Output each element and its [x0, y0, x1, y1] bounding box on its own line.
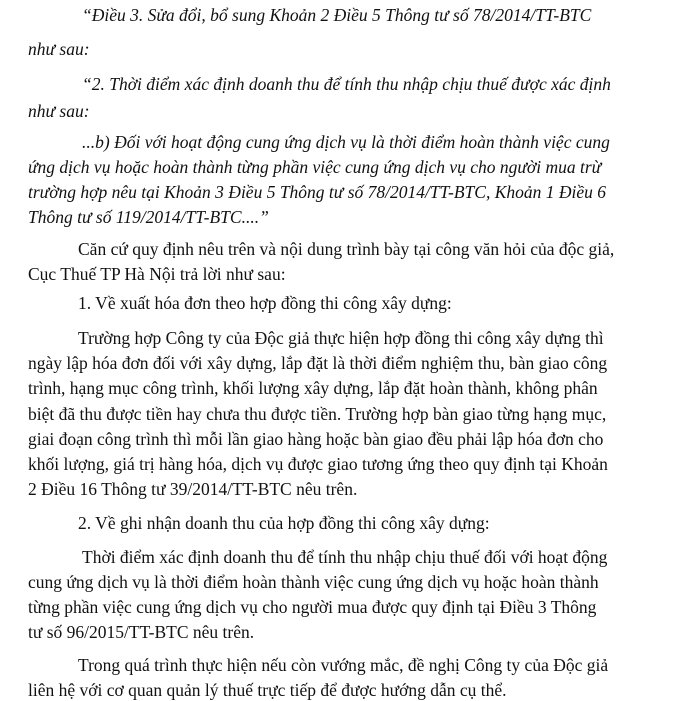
section-2-line-1: Thời điểm xác định doanh thu để tính thu nhập chịu thuế đối với hoạt động: [82, 547, 608, 567]
quote-article3-line-2: như sau:: [28, 39, 90, 59]
section-1-heading: 1. Về xuất hóa đơn theo hợp đồng thi công xây dựng:: [78, 293, 452, 313]
section-1-line-2: ngày lập hóa đơn đối với xây dựng, lắp đặt là thời điểm nghiệm thu, bàn giao công: [28, 353, 608, 373]
basis-paragraph-line-2: Cục Thuế TP Hà Nội trả lời như sau:: [28, 264, 286, 284]
quote-point2-line-1: “2. Thời điểm xác định doanh thu để tính thu nhập chịu thuế được xác định: [82, 74, 611, 94]
section-1-line-7: 2 Điều 16 Thông tư 39/2014/TT-BTC nêu trên.: [28, 479, 358, 499]
section-1-line-4: biệt đã thu được tiền hay chưa thu được tiền. Trường hợp bàn giao từng hạng mục,: [28, 404, 607, 424]
quote-b-line-3: trường hợp nêu tại Khoản 3 Điều 5 Thông tư số 78/2014/TT-BTC, Khoản 1 Điều 6: [28, 182, 607, 202]
section-1-line-1: Trường hợp Công ty của Độc giả thực hiện hợp đồng thi công xây dựng thì: [78, 328, 604, 348]
section-1-line-5: giai đoạn công trình thì mỗi lần giao hàng hoặc bàn giao đều phải lập hóa đơn cho: [28, 429, 604, 449]
section-2-line-2: cung ứng dịch vụ là thời điểm hoàn thành việc cung ứng dịch vụ hoặc hoàn thành: [28, 572, 599, 592]
closing-line-2: liên hệ với cơ quan quản lý thuế trực tiếp để được hướng dẫn cụ thể.: [28, 680, 507, 700]
section-2-line-4: tư số 96/2015/TT-BTC nêu trên.: [28, 622, 255, 642]
quote-article3-line-1: “Điều 3. Sửa đổi, bổ sung Khoản 2 Điều 5 Thông tư số 78/2014/TT-BTC: [82, 5, 592, 25]
quote-point2-line-2: như sau:: [28, 101, 90, 121]
section-2-line-3: từng phần việc cung ứng dịch vụ cho người mua được quy định tại Điều 3 Thông: [28, 597, 597, 617]
quote-b-line-1: ...b) Đối với hoạt động cung ứng dịch vụ là thời điểm hoàn thành việc cung: [82, 132, 610, 152]
section-2-heading: 2. Về ghi nhận doanh thu của hợp đồng thi công xây dựng:: [78, 513, 490, 533]
basis-paragraph-line-1: Căn cứ quy định nêu trên và nội dung trình bày tại công văn hỏi của độc giả,: [78, 239, 615, 259]
section-1-line-6: khối lượng, giá trị hàng hóa, dịch vụ được giao tương ứng theo quy định tại Khoản: [28, 454, 608, 474]
quote-b-line-2: ứng dịch vụ hoặc hoàn thành từng phần việc cung ứng dịch vụ cho người mua trừ: [28, 157, 602, 177]
quote-b-line-4: Thông tư số 119/2014/TT-BTC....”: [28, 207, 269, 227]
closing-line-1: Trong quá trình thực hiện nếu còn vướng mắc, đề nghị Công ty của Độc giả: [78, 655, 609, 675]
section-1-line-3: trình, hạng mục công trình, khối lượng xây dựng, lắp đặt hoàn thành, không phân: [28, 378, 598, 398]
